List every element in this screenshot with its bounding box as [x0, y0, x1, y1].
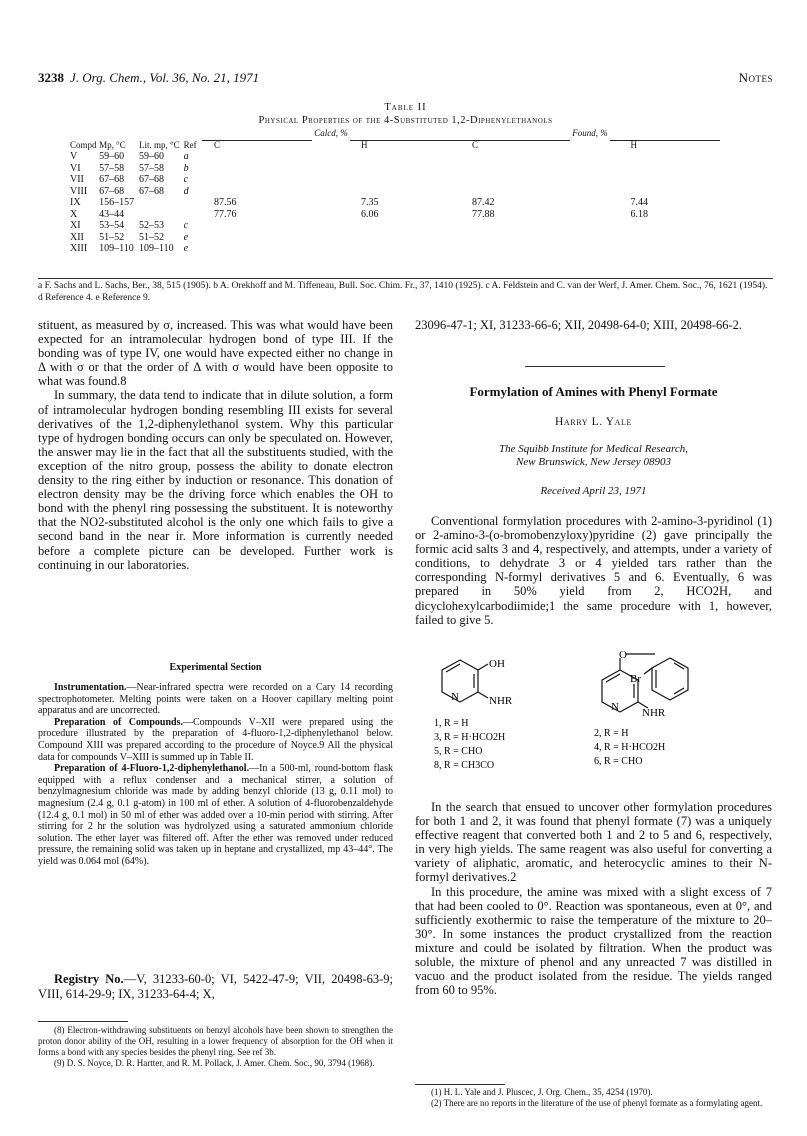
col-header: Ref — [183, 139, 197, 150]
article-intro — [415, 514, 772, 627]
table-cell: VI — [70, 162, 81, 174]
benzene-ring — [652, 658, 688, 700]
table-row — [70, 209, 720, 221]
table-cell: 77.88 — [471, 208, 495, 220]
compound-label: 8, R = CH3CO — [434, 760, 495, 771]
paragraph: Conventional formylation procedures with 2-amino-3-pyridinol (1) or 2-amino-3-(o-bromobenzyloxy)pyridine (2) gave principally the formic acid salts 3 and 4, respectively, and attempts, under a variety of conditions, to dehydrate 3 or 4 yielded tars rather than the corresponding N-formyl derivatives 5 and 6. Eventually, 6 was prepared in 50% yield from 2, HCO2H, and dicyclohexylcarbodiimide;1 the same procedure with 1, however, failed to give 5. — [415, 514, 772, 627]
compound-label: 6, R = CHO — [594, 756, 643, 767]
table-cell: 109–110 — [138, 243, 174, 254]
table-cell — [139, 209, 184, 221]
table-cell: 6.06 — [360, 208, 379, 220]
table-cell: 43–44 — [99, 208, 125, 220]
table-cell: 59–60 — [138, 151, 164, 162]
paragraph: In the search that ensued to uncover other formylation procedures for both 1 and 2, it was found that phenyl formate (7) was a uniquely effective reagent that converted both 1 and 2 to 5 and 6, respectively, in very high yields. The same reagent was also useful for converting a variety of aliphatic, aromatic, and heterocyclic amines to their N-formyl derivatives.2 — [415, 800, 772, 885]
table-cell — [331, 220, 460, 232]
compound-label: 1, R = H — [434, 718, 469, 729]
table-cell — [331, 151, 460, 163]
subhead: Instrumentation. — [54, 682, 127, 693]
paragraph: —Compounds V–XII were prepared using the procedure illustrated by the preparation of 4-fluoro-1,2-diphenylethanol below. Compound XIII was prepared according to the procedure of Noyce.9 All the physical data for compounds V–XIII is summed up in Table II. — [38, 716, 393, 763]
paragraph: —In a 500-ml, round-bottom flask equipped with a reflux condenser and a mechanical stirrer, a solution of benzylmagnesium chloride was made by adding benzyl chloride (13 g, 0.11 mol) to magnesium (2.4 g, 0.1 g-atom) in 100 ml of ether. A solution of 4-fluorobenzaldehyde (12.4 g, 0.1 mol) in 50 ml of ether was added over a 10-min period with stirring. After stirring for 2 hr the solution was hydrolyzed using a saturated ammonium chloride solution. The ether layer was filtered off. After the ether was removed under reduced pressure, the remaining solid was taken up in heptane and crystallized, mp 43–44°. The yield was 0.064 mol (64%). — [38, 763, 393, 867]
table-row — [70, 220, 720, 232]
table-cell: 6.18 — [630, 208, 648, 220]
table-cell: 109–110 — [99, 243, 134, 254]
oh-label: OH — [489, 658, 505, 670]
o-label: O — [619, 650, 627, 661]
section-label: Notes — [738, 70, 773, 85]
table-cell: 52–53 — [138, 220, 164, 231]
table-cell: 51–52 — [99, 231, 125, 243]
table-cell — [331, 232, 460, 244]
n-label: N — [451, 691, 459, 703]
table-cell: 57–58 — [99, 162, 125, 174]
reference: (2) There are no reports in the literature of the use of phenyl formate as a formylating agent. — [431, 1098, 763, 1108]
col-header: H — [630, 139, 637, 150]
table-cell — [600, 186, 720, 198]
table-cell — [460, 163, 601, 175]
table-cell: e — [183, 231, 189, 243]
article-title: Formylation of Amines with Phenyl Formate — [469, 384, 718, 399]
table-row — [70, 243, 720, 255]
table-cell: d — [183, 185, 189, 197]
table-cell: 7.35 — [360, 197, 379, 208]
page-number: 3238 — [38, 70, 64, 85]
table-footnote: a F. Sachs and L. Sachs, Ber., 38, 515 (1905). b A. Orekhoff and M. Tiffeneau, Bull. Soc. Chim. Fr., 37, 1410 (1925). c A. Feldstein and C. van der Werf, J. Amer. Chem. Soc., 76, 1621 (1954). d Reference 4. e Reference 9. — [38, 281, 768, 303]
article-divider — [525, 366, 665, 367]
paragraph: In summary, the data tend to indicate that in dilute solution, a form of intramolecular hydrogen bonding resembling III exists for several derivatives of the 1,2-diphenylethanol system. Why this particular type of hydrogen bonding occurs can only be speculated on. However, the answer may lie in the fact that all the substituents studied, with the exception of the nitro group, possess the ability to donate electron density to the ring either by induction or resonance. This donation of electron density may be the driving force which enables the OH to bond with the phenyl ring possessing the substituent. It is noteworthy that the NO2-substituted alcohol is the only one which fails to give a second band in the near ir. More information is currently needed before a complete picture can be developed. Further work is continuing in our laboratories. — [38, 388, 393, 572]
table-cell — [600, 174, 720, 186]
table-cell — [202, 151, 331, 163]
table-label: Table II — [384, 102, 427, 113]
table-cell: XI — [70, 220, 81, 231]
article-body — [415, 800, 772, 997]
pyridine-ring — [442, 660, 478, 702]
reference: (1) H. L. Yale and J. Pluscec, J. Org. Chem., 35, 4254 (1970). — [431, 1087, 653, 1097]
table-cell — [331, 243, 460, 255]
found-group-header: Found, % — [460, 128, 720, 140]
received-date: Received April 23, 1971 — [540, 485, 647, 497]
table-cell: IX — [70, 197, 81, 208]
col-header: Mp, °C — [99, 139, 126, 150]
reference: (8) Electron-withdrawing substituents on benzyl alcohols have been shown to strengthen the proton donor ability of the OH, resulting in a lower frequency of absorption for the OH when it forms a bond with any species besides the phenyl ring. See ref 3b. — [38, 1025, 393, 1057]
col-header: H — [360, 139, 368, 150]
table-cell — [460, 232, 601, 244]
table-row — [70, 151, 720, 163]
table-cell — [202, 186, 331, 198]
compound-label: 5, R = CHO — [434, 746, 483, 757]
br-label: Br — [630, 673, 641, 685]
table-cell: 59–60 — [99, 151, 125, 162]
table-row — [70, 232, 720, 244]
table-cell — [600, 163, 720, 175]
table-rule — [38, 278, 773, 279]
compound-label: 3, R = H·HCO2H — [434, 732, 506, 743]
table-cell — [331, 163, 460, 175]
table-cell: 7.44 — [630, 197, 648, 208]
table-cell: c — [183, 220, 189, 231]
table-cell: X — [70, 208, 78, 220]
table-cell — [460, 174, 601, 186]
paragraph: In this procedure, the amine was mixed with a slight excess of 7 that had been cooled to 0°. Reaction was spontaneous, even at 0°, and sufficiently exothermic to raise the temperature of the mixture to 20–30°. In some instances the product crystallized from the reaction mixture and could be isolated by filtration. When the product was soluble, the mixture of phenol and any unreacted 7 was distilled in vacuo and the product isolated from the residue. The yields ranged from 60 to 95%. — [415, 884, 772, 998]
experimental-section — [38, 682, 393, 868]
table-header-row — [70, 140, 720, 152]
table-cell — [460, 243, 601, 255]
table-cell: V — [70, 151, 78, 162]
table-cell: 53–54 — [99, 220, 125, 231]
table-group-header-row — [70, 128, 720, 140]
footnote-rule — [38, 1021, 128, 1022]
table-cell: a — [183, 151, 189, 162]
table-cell — [202, 243, 331, 255]
table-cell: 87.56 — [213, 197, 237, 208]
table-cell — [202, 163, 331, 175]
table-cell — [600, 220, 720, 232]
table-cell: c — [183, 174, 189, 185]
footnote-rule — [415, 1084, 505, 1085]
nhr-label: NHR — [642, 707, 666, 719]
table-cell: 57–58 — [138, 162, 164, 174]
table-row — [70, 197, 720, 209]
paragraph: —Near-infrared spectra were recorded on a Cary 14 recording spectrophotometer. Melting points were taken on a Hoover capillary melting point apparatus and are uncorrected. — [38, 682, 393, 717]
section-heading: Experimental Section — [169, 662, 262, 673]
n-label: N — [611, 701, 619, 713]
table-cell — [600, 232, 720, 244]
table-cell: VII — [70, 174, 84, 185]
table-cell — [202, 232, 331, 244]
table-cell — [600, 151, 720, 163]
table-cell — [460, 186, 601, 198]
calcd-group-header: Calcd, % — [202, 128, 460, 140]
table-cell: 67–68 — [99, 174, 125, 185]
table-cell — [139, 197, 184, 209]
table-cell — [460, 151, 601, 163]
journal-citation: J. Org. Chem., Vol. 36, No. 21, 1971 — [70, 70, 260, 85]
table-cell — [331, 174, 460, 186]
table-cell: XII — [70, 231, 84, 243]
nhr-label: NHR — [489, 695, 513, 707]
col-header: C — [471, 139, 478, 150]
table-cell — [331, 186, 460, 198]
subhead: Preparation of 4-Fluoro-1,2-diphenylethanol. — [54, 763, 250, 775]
col-header: Lit. mp, °C — [138, 139, 180, 150]
affiliation: The Squibb Institute for Medical Research, New Brunswick, New Jersey 08903 — [498, 443, 688, 468]
table-title: Physical Properties of the 4-Substituted 1,2-Diphenylethanols — [258, 115, 553, 126]
left-references — [38, 1025, 393, 1069]
table-cell: 77.76 — [213, 208, 237, 220]
structure-aminopyridinol — [442, 660, 488, 702]
right-references — [415, 1087, 772, 1109]
table-caption — [38, 101, 773, 127]
table-cell: 51–52 — [138, 231, 164, 243]
table-cell — [460, 220, 601, 232]
table-cell: 87.42 — [471, 197, 495, 208]
table-cell: 67–68 — [138, 174, 164, 185]
subhead: Preparation of Compounds. — [54, 716, 183, 728]
table-cell — [184, 197, 202, 209]
registry-continuation: 23096-47-1; XI, 31233-66-6; XII, 20498-64-0; XIII, 20498-66-2. — [415, 318, 743, 332]
left-column — [38, 318, 393, 572]
col-header: C — [213, 139, 220, 150]
table-cell — [202, 220, 331, 232]
col-header: Compd — [70, 139, 97, 150]
compound-label: 4, R = H·HCO2H — [594, 742, 666, 753]
table-cell: 67–68 — [138, 185, 164, 197]
reference: (9) D. S. Noyce, D. R. Hartter, and R. M. Pollack, J. Amer. Chem. Soc., 90, 3794 (1968). — [54, 1058, 375, 1068]
table-cell: 67–68 — [99, 185, 125, 197]
table-cell: VIII — [70, 185, 88, 197]
table-cell: e — [183, 243, 189, 254]
properties-table — [70, 128, 720, 255]
subhead: Registry No. — [54, 972, 124, 986]
table-cell — [202, 174, 331, 186]
registry-numbers: Registry No.—V, 31233-60-0; VI, 5422-47-9; VII, 20498-63-9; VIII, 614-29-9; IX, 31233-64-4; X, — [38, 972, 393, 1001]
author: Harry L. Yale — [555, 416, 632, 428]
table-row — [70, 163, 720, 175]
table-cell — [600, 243, 720, 255]
table-cell: XIII — [70, 243, 88, 254]
table-cell: b — [183, 162, 189, 174]
chemical-structures — [430, 650, 770, 790]
compound-label: 2, R = H — [594, 728, 629, 739]
table-cell: 156–157 — [99, 197, 135, 208]
table-row — [70, 186, 720, 198]
table-row — [70, 174, 720, 186]
table-cell — [184, 209, 202, 221]
paragraph: stituent, as measured by σ, increased. This was what would have been expected for an intramolecular hydrogen bond of type III. If the bonding was of type IV, one would have expected either no change in Δ with σ or that the order of Δ with σ would have been opposite to what was found.8 — [38, 318, 393, 389]
